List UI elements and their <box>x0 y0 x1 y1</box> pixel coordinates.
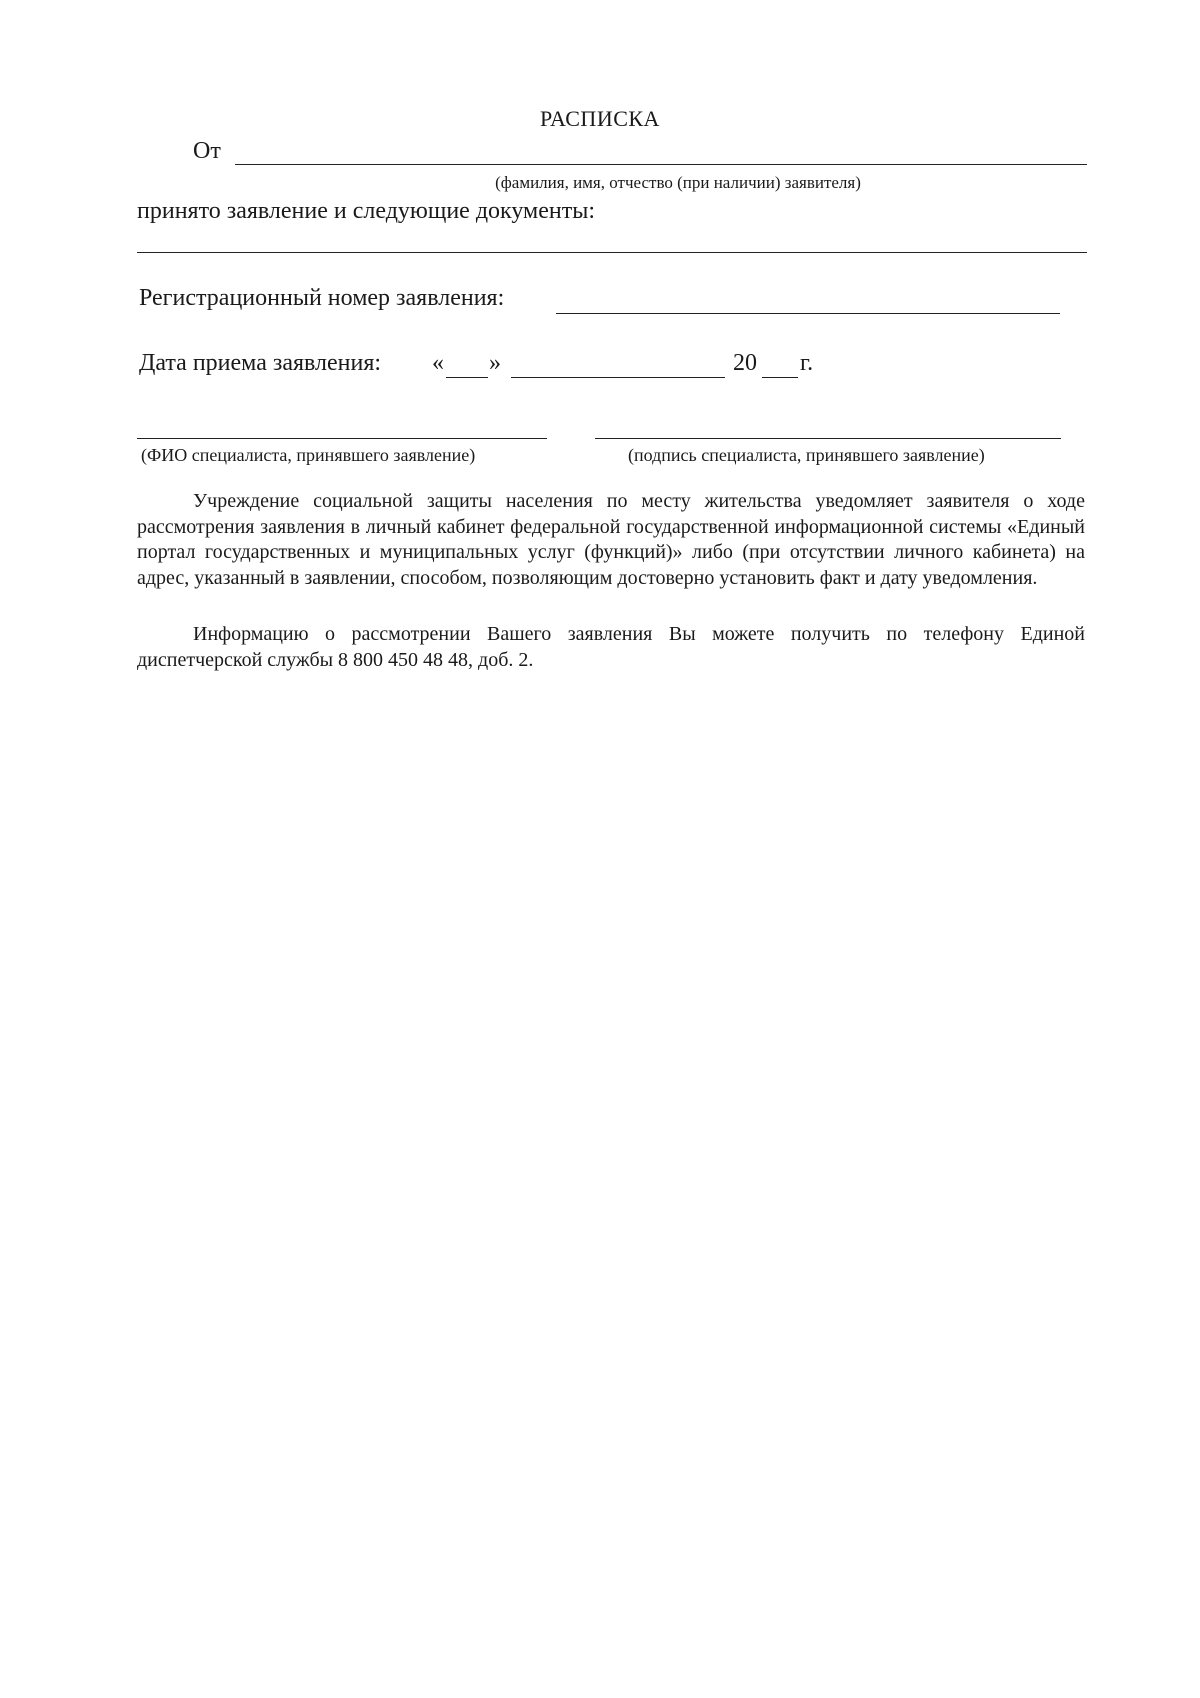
date-open-quote: « <box>432 350 444 376</box>
applicant-name-line <box>235 164 1087 165</box>
specialist-name-caption: (ФИО специалиста, принявшего заявление) <box>141 445 476 465</box>
specialist-name-line <box>137 438 547 439</box>
notification-paragraph: Учреждение социальной защиты населения по месту жительства уведомляет заявителя о ходе рассмотрения заявления в личный кабинет федеральной государственной информационной системы «Единый портал государственных и муниципальных услуг (функций)» либо (при отсутствии личного кабинета) на адрес, указанный в заявлении, способом, позволяющим достоверно установить факт и дату уведомления. <box>137 490 1085 589</box>
year-line <box>762 377 798 378</box>
info-paragraph: Информацию о рассмотрении Вашего заявления Вы можете получить по телефону Единой диспетчерской службы 8 800 450 48 48, доб. 2. <box>137 623 1085 671</box>
from-label: От <box>193 138 221 164</box>
specialist-signature-line <box>595 438 1061 439</box>
applicant-caption: (фамилия, имя, отчество (при наличии) заявителя) <box>495 173 861 192</box>
specialist-signature-caption: (подпись специалиста, принявшего заявление) <box>628 445 985 465</box>
registration-number-line <box>556 313 1060 314</box>
document-title: РАСПИСКА <box>540 106 660 131</box>
date-close-quote: » <box>489 350 501 376</box>
year-suffix: г. <box>800 350 814 376</box>
registration-number-label: Регистрационный номер заявления: <box>139 285 505 311</box>
month-line <box>511 377 725 378</box>
date-label: Дата приема заявления: <box>139 350 382 376</box>
year-prefix: 20 <box>733 350 757 376</box>
accepted-documents-text: принято заявление и следующие документы: <box>137 198 596 224</box>
documents-line <box>137 252 1087 253</box>
day-line <box>446 377 488 378</box>
